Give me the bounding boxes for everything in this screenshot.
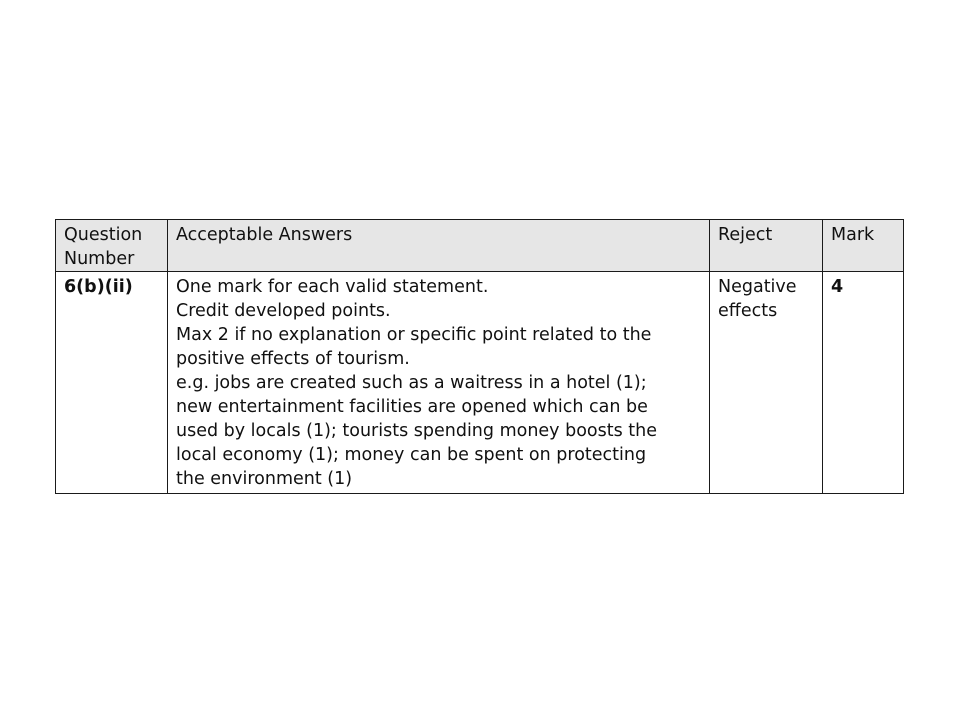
header-mark: Mark [823,220,904,272]
answer-line: Max 2 if no explanation or specific point related to the [176,325,652,345]
answer-line: One mark for each valid statement. [176,277,489,297]
reject-line: effects [718,301,778,321]
answer-line: new entertainment facilities are opened which can be [176,397,648,417]
answer-line: e.g. jobs are created such as a waitress in a hotel (1); [176,373,647,393]
header-acceptable-answers: Acceptable Answers [168,220,710,272]
table-row [56,272,904,494]
acceptable-answers-cell [168,272,710,494]
answer-line: used by locals (1); tourists spending money boosts the [176,421,658,441]
reject-cell [710,272,823,494]
reject-line: Negative [718,277,797,297]
header-reject: Reject [710,220,823,272]
header-number-line: Number [64,249,135,269]
mark-scheme-table [55,219,904,494]
answer-line: local economy (1); money can be spent on protecting [176,445,647,465]
answer-line: Credit developed points. [176,301,391,321]
header-question-line: Question [64,225,143,245]
header-row [56,220,904,272]
answer-line: the environment (1) [176,469,353,489]
mark-cell: 4 [823,272,904,494]
answer-line: positive effects of tourism. [176,349,410,369]
question-number-cell: 6(b)(ii) [56,272,168,494]
header-question-number [56,220,168,272]
